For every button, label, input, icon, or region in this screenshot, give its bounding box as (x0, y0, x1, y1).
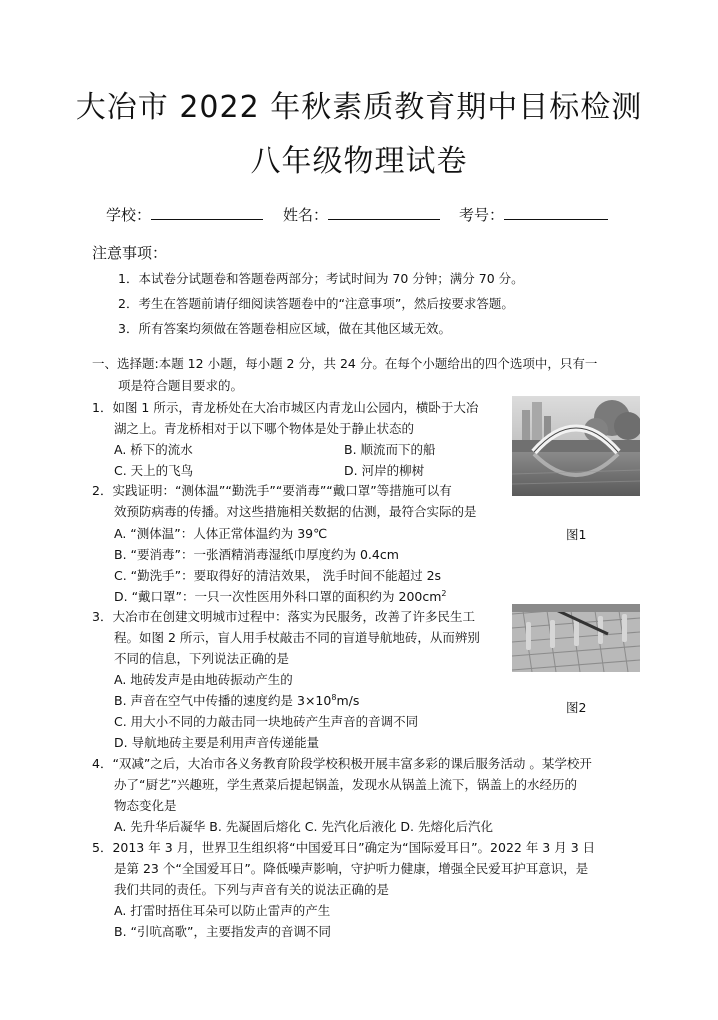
q3-option-a: A. 地砖发声是由地砖振动产生的 (114, 672, 293, 687)
q3-option-b (114, 691, 359, 709)
school-label: 学校： (106, 206, 152, 224)
q3-stem-cont2: 不同的信息，下列说法正确的是 (114, 651, 290, 666)
q5-option-b: B. “引吭高歌”，主要指发声的音调不同 (114, 924, 331, 939)
q3-stem: 3．大冶市在创建文明城市过程中：落实为民服务，改善了许多民生工 (92, 609, 475, 624)
q2-stem: 2．实践证明：“测体温”“勤洗手”“要消毒”“戴口罩”等措施可以有 (92, 483, 452, 498)
exam-no-field (459, 204, 608, 225)
notice-item: 1．本试卷分试题卷和答题卷两部分；考试时间为 70 分钟；满分 70 分。 (118, 271, 524, 286)
q2-option-a: A. “测体温”：人体正常体温约为 39℃ (114, 526, 328, 541)
notice-item: 3．所有答案均须做在答题卷相应区域，做在其他区域无效。 (118, 321, 451, 336)
exam-title: 大冶市 2022 年秋素质教育期中目标检测 (75, 90, 643, 125)
q5-stem-cont: 是第 23 个“全国爱耳日”。降低噪声影响，守护听力健康，增强全民爱耳护耳意识，是 (114, 861, 589, 876)
figure-2-tactile-paving-photo (512, 604, 640, 672)
q3-option-b-unit: m/s (336, 693, 360, 708)
q3-option-b-sup: 8 (331, 692, 337, 702)
q1-option-a: A. 桥下的流水 (114, 442, 193, 457)
q2-stem-cont: 效预防病毒的传播。对这些措施相关数据的估测，最符合实际的是 (114, 504, 477, 519)
q3-option-b-text: B. 声音在空气中传播的速度约是 3×10 (114, 693, 332, 708)
q4-stem-cont: 办了“厨艺”兴趣班，学生煮菜后提起锅盖，发现水从锅盖上流下，锅盖上的水经历的 (114, 777, 577, 792)
q1-stem-cont: 湖之上。青龙桥相对于以下哪个物体是处于静止状态的 (114, 421, 415, 436)
q5-stem-cont2: 我们共同的责任。下列与声音有关的说法正确的是 (114, 882, 390, 897)
school-field (106, 204, 263, 225)
q5-option-a: A. 打雷时捂住耳朵可以防止雷声的产生 (114, 903, 331, 918)
q3-stem-cont: 程。如图 2 所示，盲人用手杖敲击不同的盲道导航地砖，从而辨别 (114, 630, 480, 645)
q2-option-c: C. “勤洗手”：要取得好的清洁效果， 洗手时间不能超过 2s (114, 568, 442, 583)
name-field (283, 204, 440, 225)
section-heading-cont: 项是符合题目要求的。 (118, 378, 244, 393)
notice-item: 2．考生在答题前请仔细阅读答题卷中的“注意事项”，然后按要求答题。 (118, 296, 514, 311)
exam-no-blank[interactable] (504, 205, 608, 220)
figure-2-caption: 图2 (566, 700, 587, 715)
exam-subtitle: 八年级物理试卷 (250, 144, 468, 179)
q2-option-d-sup: 2 (441, 588, 447, 598)
exam-no-label: 考号： (459, 206, 505, 224)
q5-stem: 5．2013 年 3 月，世界卫生组织将“中国爱耳日”确定为“国际爱耳日”。2022 年 3 月 3 日 (92, 840, 596, 855)
figure-1-bridge-photo (512, 396, 640, 496)
q1-option-c: C. 天上的飞鸟 (114, 463, 194, 478)
notice-title: 注意事项： (92, 244, 168, 262)
q1-stem: 1．如图 1 所示，青龙桥处在大冶市城区内青龙山公园内，横卧于大冶 (92, 400, 479, 415)
q4-options: A. 先升华后凝华 B. 先凝固后熔化 C. 先汽化后液化 D. 先熔化后汽化 (114, 819, 493, 834)
figure-1-caption: 图1 (566, 527, 587, 542)
q2-option-d-text: D. “戴口罩”：一只一次性医用外科口罩的面积约为 200cm (114, 589, 442, 604)
section-heading: 一、选择题:本题 12 小题，每小题 2 分，共 24 分。在每个小题给出的四个选项中，只有一 (92, 356, 598, 371)
q1-option-b: B. 顺流而下的船 (344, 442, 436, 457)
q2-option-b: B. “要消毒”：一张酒精消毒湿纸巾厚度约为 0.4cm (114, 547, 399, 562)
q3-option-d: D. 导航地砖主要是利用声音传递能量 (114, 735, 320, 750)
name-label: 姓名： (283, 206, 329, 224)
name-blank[interactable] (328, 205, 440, 220)
q2-option-d (114, 587, 447, 605)
school-blank[interactable] (151, 205, 263, 220)
q3-option-c: C. 用大小不同的力敲击同一块地砖产生声音的音调不同 (114, 714, 419, 729)
q1-option-d: D. 河岸的柳树 (344, 463, 425, 478)
q4-stem: 4．“双减”之后，大冶市各义务教育阶段学校积极开展丰富多彩的课后服务活动 。某学校开 (92, 756, 592, 771)
q4-stem-cont2: 物态变化是 (114, 798, 177, 813)
